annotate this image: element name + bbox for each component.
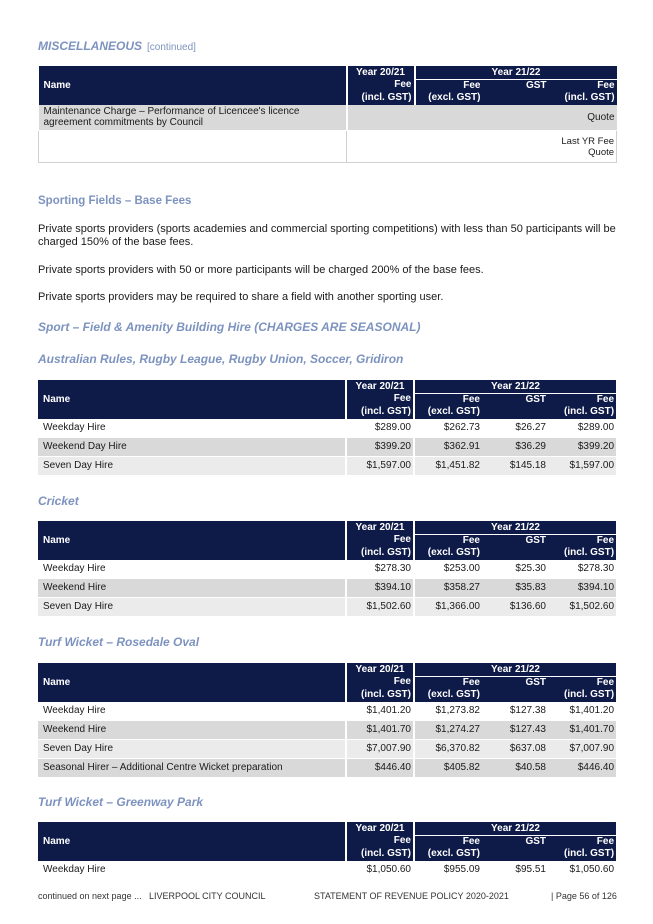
cell-fee-incl: $1,401.70 [548, 720, 616, 739]
col-header-gst: GST [482, 676, 548, 688]
cell-gst: $136.60 [482, 597, 548, 616]
paragraph-50-or-more: Private sports providers with 50 or more participants will be charged 200% of the base fees. [38, 264, 484, 276]
rosedale-fee-table [38, 663, 616, 778]
footer-page-number: | Page 56 of 126 [551, 891, 617, 901]
col-header-incl-gst-2021: (incl. GST) [347, 91, 415, 105]
col-header-incl-gst: (incl. GST) [548, 405, 616, 419]
table-row [38, 419, 616, 438]
section-title-cricket: Cricket [38, 494, 79, 508]
cell-fee-excl: $6,370.82 [414, 739, 482, 758]
section-title-miscellaneous [38, 39, 196, 53]
cell-fee-2021: $1,401.70 [346, 720, 414, 739]
section-title-sport-amenity: Sport – Field & Amenity Building Hire (CHARGES ARE SEASONAL) [38, 320, 421, 334]
misc-last-year-cell [347, 131, 617, 163]
col-header-fee-excl: Fee [415, 79, 483, 91]
col-header-year-2021: Year 20/21 [346, 521, 414, 534]
section-title-sporting-fields: Sporting Fields – Base Fees [38, 195, 192, 207]
col-header-year-2122: Year 21/22 [415, 66, 617, 79]
misc-title-text: MISCELLANEOUS [38, 39, 143, 53]
cell-fee-incl: $1,502.60 [548, 597, 616, 616]
footy-fee-table [38, 380, 616, 476]
col-header-name: Name [38, 822, 346, 861]
cell-fee-incl: $1,401.20 [548, 702, 616, 721]
cell-gst: $36.29 [482, 437, 548, 456]
col-header-year-2021: Year 20/21 [346, 822, 414, 835]
col-header-excl-gst: (excl. GST) [414, 847, 482, 861]
col-header-incl-gst: (incl. GST) [548, 847, 616, 861]
col-header-gst-blank [482, 688, 548, 702]
cell-fee-2021: $446.40 [346, 758, 414, 777]
row-name: Weekday Hire [38, 560, 346, 579]
cell-fee-incl: $1,050.60 [548, 861, 616, 880]
cell-fee-excl: $1,451.82 [414, 456, 482, 475]
cell-fee-excl: $405.82 [414, 758, 482, 777]
cell-fee-excl: $358.27 [414, 578, 482, 597]
cell-fee-incl: $278.30 [548, 560, 616, 579]
cell-fee-incl: $394.10 [548, 578, 616, 597]
col-header-gst: GST [482, 393, 548, 405]
greenway-fee-table [38, 822, 616, 880]
col-header-fee-2021: Fee [346, 393, 414, 405]
col-header-fee-incl: Fee [548, 393, 616, 405]
col-header-year-2122: Year 21/22 [414, 380, 616, 393]
cell-gst: $40.58 [482, 758, 548, 777]
col-header-gst: GST [482, 835, 548, 847]
cell-fee-2021: $1,502.60 [346, 597, 414, 616]
col-header-gst-blank [482, 546, 548, 560]
col-header-incl-gst-2021: (incl. GST) [346, 405, 414, 419]
col-header-name: Name [39, 66, 347, 105]
table-row [38, 456, 616, 475]
col-header-gst-blank [482, 405, 548, 419]
cell-fee-excl: $253.00 [414, 560, 482, 579]
last-year-label: Last YR Fee [561, 135, 615, 147]
cell-fee-2021: $1,597.00 [346, 456, 414, 475]
table-row [38, 739, 616, 758]
section-title-rosedale: Turf Wicket – Rosedale Oval [38, 635, 200, 649]
col-header-fee-excl: Fee [414, 835, 482, 847]
table-row [38, 702, 616, 721]
cell-gst: $145.18 [482, 456, 548, 475]
cell-gst: $26.27 [482, 419, 548, 438]
col-header-year-2122: Year 21/22 [414, 663, 616, 676]
misc-last-blank [39, 131, 347, 163]
cell-fee-2021: $399.20 [346, 437, 414, 456]
col-header-year-2021: Year 20/21 [346, 663, 414, 676]
col-header-gst-blank [483, 91, 549, 105]
section-title-greenway: Turf Wicket – Greenway Park [38, 795, 204, 809]
table-row [38, 597, 616, 616]
cell-fee-2021: $7,007.90 [346, 739, 414, 758]
col-header-excl-gst: (excl. GST) [414, 546, 482, 560]
cell-fee-excl: $955.09 [414, 861, 482, 880]
col-header-fee-incl: Fee [549, 79, 617, 91]
row-name: Seven Day Hire [38, 739, 346, 758]
paragraph-share-field: Private sports providers may be required to share a field with another sporting user. [38, 291, 444, 303]
cell-gst: $637.08 [482, 739, 548, 758]
col-header-incl-gst: (incl. GST) [549, 91, 617, 105]
cell-fee-2021: $1,401.20 [346, 702, 414, 721]
cell-fee-excl: $262.73 [414, 419, 482, 438]
cell-fee-incl: $7,007.90 [548, 739, 616, 758]
continued-label: [continued] [147, 42, 196, 53]
cell-fee-2021: $1,050.60 [346, 861, 414, 880]
table-row [38, 437, 616, 456]
col-header-fee-2021: Fee [347, 79, 415, 91]
table-row [38, 578, 616, 597]
col-header-year-2021: Year 20/21 [347, 66, 415, 79]
col-header-incl-gst-2021: (incl. GST) [346, 688, 414, 702]
col-header-fee-incl: Fee [548, 534, 616, 546]
table-row [38, 720, 616, 739]
misc-row-value: Quote [347, 105, 617, 131]
col-header-incl-gst: (incl. GST) [548, 546, 616, 560]
row-name: Weekend Hire [38, 578, 346, 597]
cell-fee-excl: $1,274.27 [414, 720, 482, 739]
cell-gst: $127.38 [482, 702, 548, 721]
cell-fee-2021: $394.10 [346, 578, 414, 597]
cell-gst: $127.43 [482, 720, 548, 739]
col-header-name: Name [38, 521, 346, 560]
cell-gst: $25.30 [482, 560, 548, 579]
col-header-year-2122: Year 21/22 [414, 822, 616, 835]
col-header-fee-incl: Fee [548, 676, 616, 688]
cell-fee-excl: $1,366.00 [414, 597, 482, 616]
misc-row-name: Maintenance Charge – Performance of Licencee's licence agreement commitments by Council [39, 105, 347, 131]
cricket-fee-table [38, 521, 616, 617]
col-header-fee-2021: Fee [346, 835, 414, 847]
col-header-gst: GST [483, 79, 549, 91]
col-header-fee-2021: Fee [346, 534, 414, 546]
col-header-year-2122: Year 21/22 [414, 521, 616, 534]
col-header-excl-gst: (excl. GST) [415, 91, 483, 105]
cell-gst: $35.83 [482, 578, 548, 597]
row-name: Weekend Day Hire [38, 437, 346, 456]
cell-fee-2021: $278.30 [346, 560, 414, 579]
table-row [38, 758, 616, 777]
last-year-value: Quote [588, 146, 615, 158]
col-header-name: Name [38, 663, 346, 702]
row-name: Seven Day Hire [38, 456, 346, 475]
col-header-excl-gst: (excl. GST) [414, 405, 482, 419]
col-header-name: Name [38, 380, 346, 419]
misc-fee-table [38, 66, 617, 163]
col-header-incl-gst-2021: (incl. GST) [346, 847, 414, 861]
col-header-gst: GST [482, 534, 548, 546]
row-name: Seven Day Hire [38, 597, 346, 616]
footer-continued: continued on next page ... [38, 891, 142, 901]
col-header-fee-2021: Fee [346, 676, 414, 688]
col-header-fee-excl: Fee [414, 676, 482, 688]
row-name: Weekday Hire [38, 702, 346, 721]
cell-fee-incl: $446.40 [548, 758, 616, 777]
footer-statement: STATEMENT OF REVENUE POLICY 2020-2021 [314, 891, 509, 901]
col-header-fee-excl: Fee [414, 393, 482, 405]
footer-council: LIVERPOOL CITY COUNCIL [149, 891, 266, 901]
col-header-year-2021: Year 20/21 [346, 380, 414, 393]
col-header-fee-excl: Fee [414, 534, 482, 546]
cell-fee-incl: $289.00 [548, 419, 616, 438]
paragraph-under-50: Private sports providers (sports academies and commercial sporting competitions) with less than 50 participants will be charged 150% of the base fees. [38, 223, 616, 248]
row-name: Seasonal Hirer – Additional Centre Wicket preparation [38, 758, 346, 777]
row-name: Weekday Hire [38, 419, 346, 438]
cell-fee-incl: $399.20 [548, 437, 616, 456]
cell-fee-excl: $1,273.82 [414, 702, 482, 721]
table-row [38, 861, 616, 880]
section-title-footy-codes: Australian Rules, Rugby League, Rugby Union, Soccer, Gridiron [38, 352, 404, 366]
col-header-incl-gst: (incl. GST) [548, 688, 616, 702]
cell-gst: $95.51 [482, 861, 548, 880]
col-header-incl-gst-2021: (incl. GST) [346, 546, 414, 560]
cell-fee-2021: $289.00 [346, 419, 414, 438]
cell-fee-incl: $1,597.00 [548, 456, 616, 475]
cell-fee-excl: $362.91 [414, 437, 482, 456]
col-header-gst-blank [482, 847, 548, 861]
col-header-excl-gst: (excl. GST) [414, 688, 482, 702]
table-row [38, 560, 616, 579]
row-name: Weekday Hire [38, 861, 346, 880]
col-header-fee-incl: Fee [548, 835, 616, 847]
row-name: Weekend Hire [38, 720, 346, 739]
